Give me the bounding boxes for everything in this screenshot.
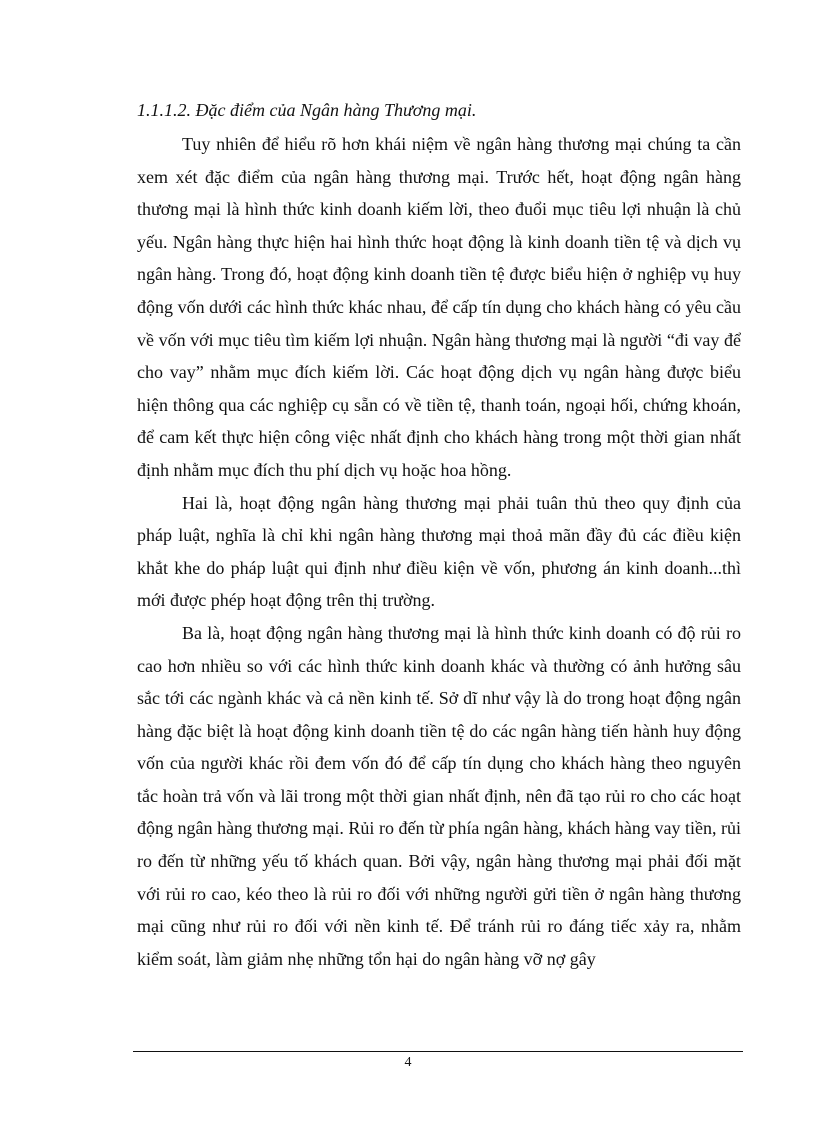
page-number: 4 [404,1055,412,1070]
footer-divider [133,1051,743,1052]
paragraph-legal-compliance: Hai là, hoạt động ngân hàng thương mại phải tuân thủ theo quy định của pháp luật, nghĩa là chỉ khi ngân hàng thương mại thoả mãn đầy đủ các điều kiện khắt khe do pháp luật qui định như điều kiện về vốn, phương án kinh doanh...thì mới được phép hoạt động trên thị trường. [137,492,741,611]
page-body [137,92,741,975]
paragraph-high-risk: Ba là, hoạt động ngân hàng thương mại là hình thức kinh doanh có độ rủi ro cao hơn nhiều so với các hình thức kinh doanh khác và thường có ảnh hưởng sâu sắc tới các ngành khác và cả nền kinh tế. Sở dĩ như vậy là do trong hoạt động ngân hàng đặc biệt là hoạt động kinh doanh tiền tệ do các ngân hàng tiến hành huy động vốn của người khác rồi đem vốn đó để cấp tín dụng cho khách hàng theo nguyên tắc hoàn trả vốn và lãi trong một thời gian nhất định, nên đã tạo rủi ro cho các hoạt động ngân hàng thương mại. Rủi ro đến từ phía ngân hàng, khách hàng vay tiền, rủi ro đến từ những yếu tố khách quan. Bởi vậy, ngân hàng thương mại phải đối mặt với rủi ro cao, kéo theo là rủi ro đối với những người gửi tiền ở ngân hàng thương mại cũng như rủi ro đối với nền kinh tế. Để tránh rủi ro đáng tiếc xảy ra, nhằm kiểm soát, làm giảm nhẹ những tổn hại do ngân hàng vỡ nợ gây [137,622,741,969]
section-heading: 1.1.1.2. Đặc điểm của Ngân hàng Thương mại. [137,100,477,120]
paragraph-characteristics-intro: Tuy nhiên để hiểu rõ hơn khái niệm về ngân hàng thương mại chúng ta cần xem xét đặc điểm của ngân hàng thương mại. Trước hết, hoạt động ngân hàng thương mại là hình thức kinh doanh kiếm lời, theo đuổi mục tiêu lợi nhuận là chủ yếu. Ngân hàng thực hiện hai hình thức hoạt động là kinh doanh tiền tệ và dịch vụ ngân hàng. Trong đó, hoạt động kinh doanh tiền tệ được biểu hiện ở nghiệp vụ huy động vốn dưới các hình thức khác nhau, để cấp tín dụng cho khách hàng có yêu cầu về vốn với mục tiêu tìm kiếm lợi nhuận. Ngân hàng thương mại là người “đi vay để cho vay” nhằm mục đích kiếm lời. Các hoạt động dịch vụ ngân hàng được biểu hiện thông qua các nghiệp cụ sẵn có về tiền tệ, thanh toán, ngoại hối, chứng khoán, để cam kết thực hiện công việc nhất định cho khách hàng trong một thời gian nhất định nhằm mục đích thu phí dịch vụ hoặc hoa hồng. [137,134,741,480]
